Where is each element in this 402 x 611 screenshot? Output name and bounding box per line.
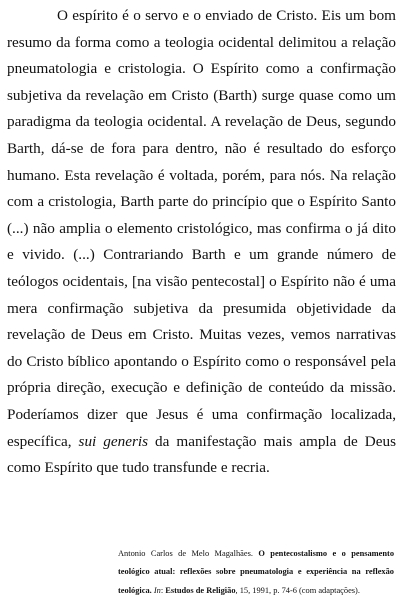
citation-journal: Estudos de Religião (165, 585, 236, 595)
italic-term: sui generis (78, 432, 149, 450)
body-text-part1: O espírito é o servo e o enviado de Cristo. Eis um bom resumo da forma como a teologia ocidental delimitou a relação pneumatologia e cristologia. O Espírito como a confirmação subjetiva da revelação em Cristo (Barth) surge quase como um paradigma da teologia ocidental. A revelação de Deus, segundo Barth, dá-se de fora para dentro, não é resultado do esforço humano. Esta revelação é voltada, porém, para nós. Na relação com a cristologia, Barth parte do princípio que o Espírito Santo (...) não amplia o elemento cristológico, mas confirma o já dito e vivido. (...) Contrariando Barth e um grande número de teólogos ocidentais, [na visão pentecostal] o Espírito não é uma mera confirmação subjetiva da presumida objetividade da revelação de Deus em Cristo. Muitas vezes, vemos narrativas do Cristo bíblico apontando o Espírito como o responsável pela própria direção, execução e definição de conteúdo da missão. Poderíamos dizer que Jesus é uma confirmação localizada, específica, (7, 7, 396, 450)
body-paragraph (7, 3, 396, 482)
body-text-part2: da manifestação mais ampla de Deus como Espírito que tudo transfunde e recria. (7, 432, 396, 477)
source-citation (118, 545, 394, 600)
citation-in-label: In (151, 585, 161, 595)
citation-details: , 15, 1991, p. 74-6 (com adaptações). (235, 585, 360, 595)
citation-author: Antonio Carlos de Melo Magalhães. (118, 549, 259, 558)
citation-colon: : (160, 585, 166, 595)
citation-title: O pentecostalismo e o pensamento teológico atual: reflexões sobre pneumatologia e experiência na reflexão teológica. (118, 549, 395, 595)
